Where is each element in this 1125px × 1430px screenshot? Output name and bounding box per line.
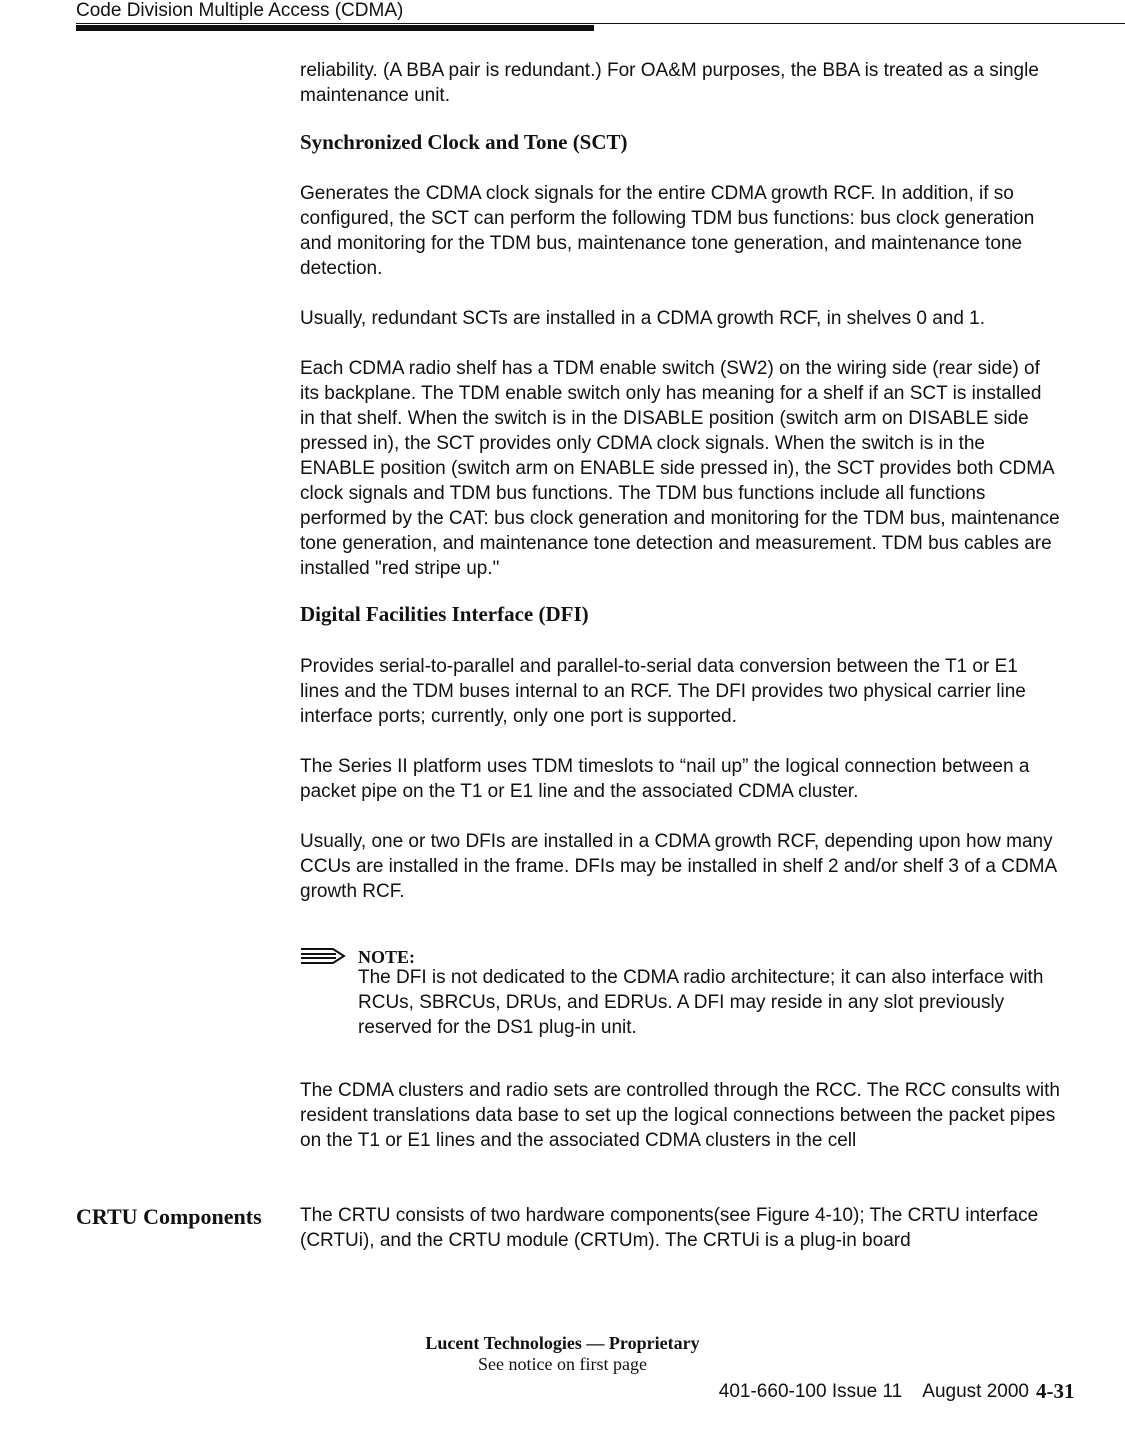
paragraph-text: The CDMA clusters and radio sets are controlled through the RCC. The RCC consults with resident translations data base to set up the logical connections between the packet pipes on the T1 or E1 lines and the associated CDMA clusters in the cell (300, 1080, 1060, 1151)
paragraph-sct-function (300, 181, 1060, 281)
heading-text: Digital Facilities Interface (DFI) (300, 602, 589, 626)
footer-brand: Lucent Technologies — Proprietary (425, 1333, 700, 1353)
heading-sct (300, 130, 1060, 155)
paragraph-text: Usually, redundant SCTs are installed in a CDMA growth RCF, in shelves 0 and 1. (300, 308, 986, 329)
heading-text: Synchronized Clock and Tone (SCT) (300, 130, 628, 154)
header-rule (76, 23, 1125, 24)
paragraph-text: The Series II platform uses TDM timeslots to “nail up” the logical connection between a packet pipe on the T1 or E1 line and the associated CDMA cluster. (300, 756, 1030, 802)
paragraph-crtu-components (300, 1203, 1060, 1253)
paragraph-rcc-control (300, 1078, 1060, 1153)
header-bar (76, 25, 594, 31)
note-label: NOTE: (358, 947, 416, 967)
paragraph-text: Each CDMA radio shelf has a TDM enable switch (SW2) on the wiring side (rear side) of its backplane. The TDM enable switch only has meaning for a shelf if an SCT is installed in that shelf. When the switch is in the DISABLE position (switch arm on DISABLE side pressed in), the SCT provides only CDMA clock signals. When the switch is in the ENABLE position (switch arm on ENABLE side pressed in), the SCT provides both CDMA clock signals and TDM bus functions. The TDM bus functions include all functions performed by the CAT: bus clock generation and monitoring for the TDM bus, maintenance tone generation, and maintenance tone detection and measurement. TDM bus cables are installed "red stripe up." (300, 358, 1060, 579)
running-head: Code Division Multiple Access (CDMA) (76, 0, 404, 21)
paragraph-series-ii-timeslots (300, 754, 1060, 804)
paragraph-text: Usually, one or two DFIs are installed in a CDMA growth RCF, depending upon how many CCUs are installed in the frame. DFIs may be installed in shelf 2 and/or shelf 3 of a CDMA growth RCF. (300, 831, 1057, 902)
page-number: 4-31 (1036, 1379, 1075, 1403)
paragraph-text: reliability. (A BBA pair is redundant.) For OA&M purposes, the BBA is treated as a single maintenance unit. (300, 60, 1039, 106)
note-arrow-icon (300, 946, 350, 966)
footer-notice: See notice on first page (478, 1354, 647, 1374)
paragraph-dfi-installation (300, 829, 1060, 904)
footer-document-id: 401-660-100 Issue 11 August 2000 (718, 1381, 1029, 1402)
side-heading-crtu-components: CRTU Components (76, 1204, 262, 1229)
paragraph-text: The CRTU consists of two hardware components(see Figure 4-10); The CRTU interface (CRTUi), and the CRTU module (CRTUm). The CRTUi is a plug-in board (300, 1205, 1039, 1251)
paragraph-text: Generates the CDMA clock signals for the entire CDMA growth RCF. In addition, if so configured, the SCT can perform the following TDM bus functions: bus clock generation and monitoring for the TDM bus, maintenance tone generation, and maintenance tone detection. (300, 183, 1035, 279)
paragraph-bba-reliability (300, 58, 1060, 108)
note-text: The DFI is not dedicated to the CDMA radio architecture; it can also interface with RCUs, SBRCUs, DRUs, and EDRUs. A DFI may reside in any slot previously reserved for the DS1 plug-in unit. (358, 967, 1044, 1038)
paragraph-text: Provides serial-to-parallel and parallel-to-serial data conversion between the T1 or E1 lines and the TDM buses internal to an RCF. The DFI provides two physical carrier line interface ports; currently, only one port is supported. (300, 656, 1026, 727)
paragraph-dfi-conversion (300, 654, 1060, 729)
note-body (358, 965, 1058, 1040)
heading-dfi (300, 602, 1060, 627)
paragraph-tdm-enable-switch (300, 356, 1060, 581)
paragraph-sct-redundant (300, 306, 1060, 331)
